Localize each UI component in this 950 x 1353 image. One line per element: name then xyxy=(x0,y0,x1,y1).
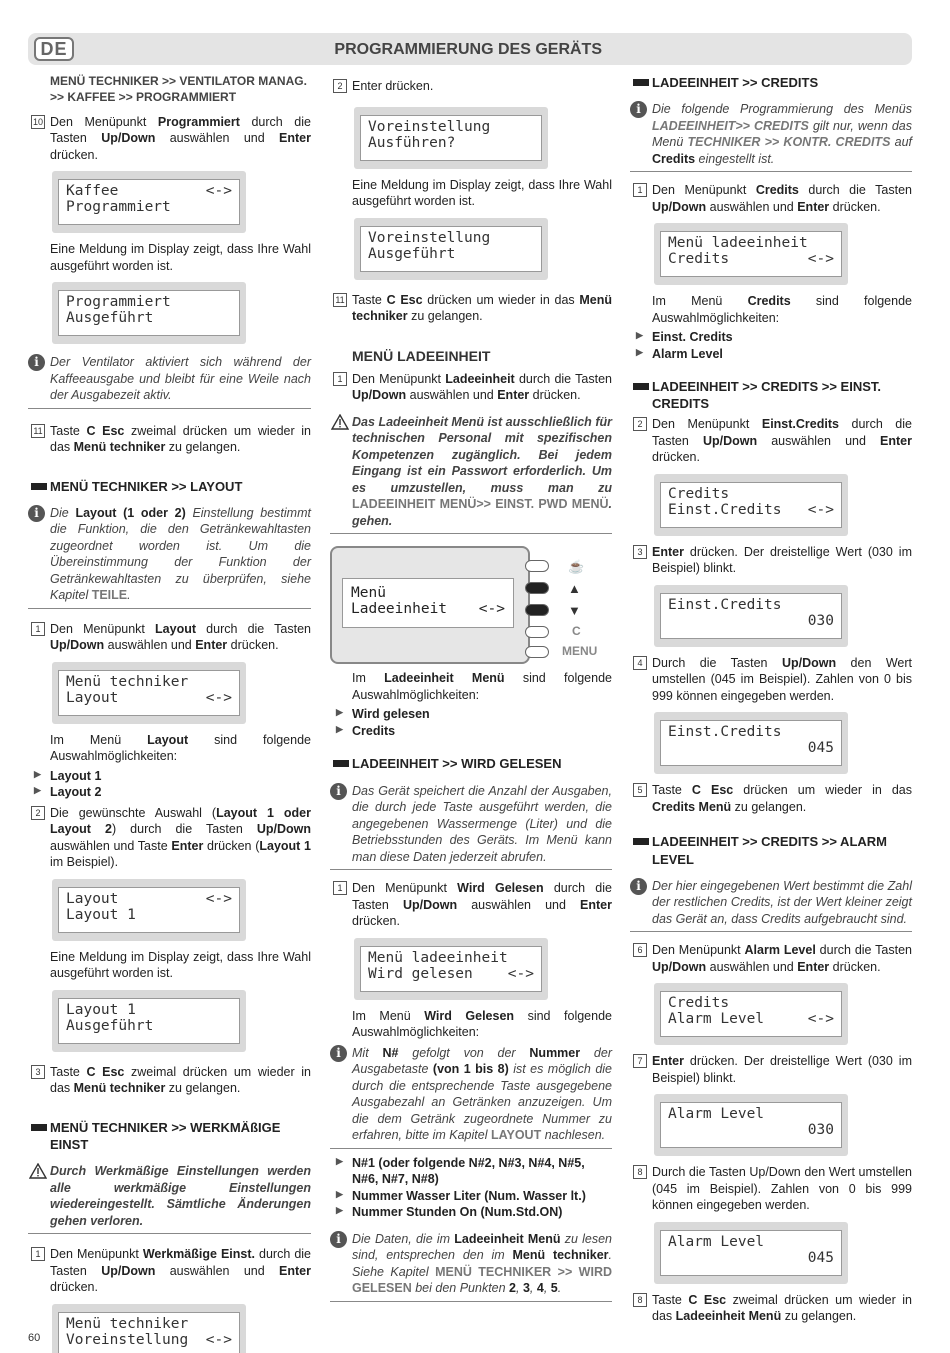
lcd-display: Menü techniker Voreinstellung <-> xyxy=(52,1304,246,1353)
lcd-display: Alarm Level 030 xyxy=(654,1094,848,1156)
message-text: Eine Meldung im Display zeigt, dass Ihre Wahl ausgeführt worden ist. xyxy=(352,177,612,208)
options-intro: Im Menü Layout sind folgende Auswahlmöglichkeiten: xyxy=(50,732,311,764)
step-4: 4 Durch die Tasten Up/Down den Wert umstellen (045 im Beispiel). Zahlen von 0 bis 999 können eingegeben werden. xyxy=(630,655,912,705)
c-label: C xyxy=(572,624,581,639)
cup-icon: ☕ xyxy=(568,559,585,575)
list-item: ▶ Wird gelesen xyxy=(330,706,612,723)
options-list xyxy=(28,768,311,801)
lcd-display: Voreinstellung Ausgeführt xyxy=(354,218,548,280)
info-icon: i xyxy=(630,878,647,895)
step-3: 3 Enter drücken. Der dreistellige Wert (030 im Beispiel) blinkt. xyxy=(630,544,912,577)
info-note: i Mit N# gefolgt von der Nummer der Ausgabetaste (von 1 bis 8) ist es möglich die durch die entsprechende Taste ausgegebene Ausgabezahl an Getränken anzuzeigen. Um die dem Getränk zugeordnete Nummer zu erfahren, bitte im Kapitel LAYOUT nachlesen. xyxy=(330,1045,612,1149)
machine-control-panel xyxy=(330,546,612,666)
lcd-display: Voreinstellung Ausführen? xyxy=(354,107,548,169)
up-arrow-icon: ▲ xyxy=(568,581,581,597)
info-note: i Der hier eingegebenen Wert bestimmt die Zahl der restlichen Credits, ist der Wert kleiner zeigt das Gerät an, dass Credits aufgebraucht sind. xyxy=(630,878,912,933)
column-2 xyxy=(330,72,612,1302)
options-intro: Im Menü Credits sind folgende Auswahlmöglichkeiten: xyxy=(652,294,912,325)
info-icon: i xyxy=(330,1045,347,1062)
section-heading: LADEEINHEIT >> CREDITS >> ALARM LEVEL xyxy=(630,833,912,867)
step-8: 8 Taste C Esc zweimal drücken um wieder in das Ladeeinheit Menü zu gelangen. xyxy=(630,1292,912,1325)
list-item: ▶ Nummer Stunden On (Num.Std.ON) xyxy=(330,1204,612,1221)
step-7: 7 Enter drücken. Der dreistellige Wert (030 im Beispiel) blinkt. xyxy=(630,1053,912,1086)
lcd-display: Einst.Credits 030 xyxy=(654,585,848,647)
step-10: 10 Den Menüpunkt Programmiert durch die Tasten Up/Down auswählen und Enter drücken. xyxy=(32,114,311,162)
down-button[interactable] xyxy=(525,604,549,616)
step-2: 2 Enter drücken. xyxy=(330,78,612,95)
message-text: Eine Meldung im Display zeigt, dass Ihre Wahl ausgeführt worden ist. xyxy=(50,242,311,273)
step-2: 2 Die gewünschte Auswahl (Layout 1 oder Layout 2) durch die Tasten Up/Down auswählen und Taste Enter drücken (Layout 1 im Beispiel). xyxy=(28,805,311,871)
list-item: ▶ Alarm Level xyxy=(630,346,912,363)
step-2: 2 Den Menüpunkt Einst.Credits durch die Tasten Up/Down auswählen und Enter drücken. xyxy=(630,416,912,466)
lcd-display: Menü ladeeinheit Credits <-> xyxy=(654,223,848,285)
step-number: 10 xyxy=(32,116,43,127)
section-heading: LADEEINHEIT >> CREDITS >> EINST. CREDITS xyxy=(630,378,912,412)
warning-triangle-icon xyxy=(29,1163,47,1179)
info-note: i Die folgende Programmierung des Menüs LADEEINHEIT>> CREDITS gilt nur, wenn das Menü TECHNIKER >> KONTR. CREDITS auf Credits eingestellt ist. xyxy=(630,101,912,172)
message-text: Eine Meldung im Display zeigt, dass Ihre Wahl ausgeführt worden ist. xyxy=(50,949,311,981)
panel-display: Menü Ladeeinheit <-> xyxy=(342,578,514,628)
lcd-display: Kaffee <-> Programmiert xyxy=(52,171,246,233)
lcd-display: Alarm Level 045 xyxy=(654,1222,848,1284)
list-item: ▶ Credits xyxy=(330,723,612,740)
lcd-display: Menü techniker Layout <-> xyxy=(52,662,246,724)
step-1: 1 Den Menüpunkt Werkmäßige Einst. durch die Tasten Up/Down auswählen und Enter drücken. xyxy=(28,1246,311,1296)
info-icon: i xyxy=(330,783,347,800)
lcd-display: Layout 1 Ausgeführt xyxy=(52,990,246,1052)
info-icon: i xyxy=(330,1231,347,1248)
step-3: 3 Taste C Esc zweimal drücken um wieder in das Menü techniker zu gelangen. xyxy=(28,1064,311,1097)
step-5: 5 Taste C Esc drücken um wieder in das Credits Menü zu gelangen. xyxy=(630,782,912,815)
menu-path: MENÜ TECHNIKER >> VENTILATOR MANAG. >> KAFFEE >> PROGRAMMIERT xyxy=(50,74,307,104)
info-note: i Die Daten, die im Ladeeinheit Menü zu lesen sind, entsprechen den im Menü techniker. Siehe Kapitel MENÜ TECHNIKER >> WIRD GELESEN bei den Punkten 2, 3, 4, 5. xyxy=(330,1231,612,1302)
options-intro: Im Menü Wird Gelesen sind folgende Auswahlmöglichkeiten: xyxy=(352,1008,612,1040)
up-button[interactable] xyxy=(525,582,549,594)
step-1: 1 Den Menüpunkt Wird Gelesen durch die Tasten Up/Down auswählen und Enter drücken. xyxy=(330,880,612,930)
panel-button[interactable] xyxy=(525,560,549,572)
info-icon: i xyxy=(28,354,45,371)
down-arrow-icon: ▼ xyxy=(568,603,581,619)
language-badge: DE xyxy=(34,37,74,61)
info-note: i Der Ventilator aktiviert sich während der Kaffeeausgabe und bleibt für eine Weile nach der Ausgabezeit aktiv. xyxy=(28,354,311,409)
panel-body xyxy=(330,546,530,664)
c-esc-button[interactable] xyxy=(525,626,549,638)
lcd-display: Credits Alarm Level <-> xyxy=(654,983,848,1045)
list-item: ▶ N#1 (oder folgende N#2, N#3, N#4, N#5, N#6, N#7, N#8) xyxy=(330,1155,612,1188)
section-heading: MENÜ TECHNIKER >> LAYOUT xyxy=(28,478,311,495)
step-11: 11 Taste C Esc drücken um wieder in das Menü techniker zu gelangen. xyxy=(330,292,612,325)
warning-note: Das Ladeeinheit Menü ist ausschließlich für technischen Personal mit spezifischen Kompetenzen zugänglich. Bei jedem Eingang ist ein Passwort erforderlich. Um es umzustellen, muss man zu LADEEINHEIT MENÜ>> EINST. PWD MENÜ. gehen. xyxy=(330,414,612,535)
list-item: ▶ Layout 2 xyxy=(28,784,311,801)
lcd-display: Menü ladeeinheit Wird gelesen <-> xyxy=(354,938,548,1000)
options-intro: Im Ladeeinheit Menü sind folgende Auswahlmöglichkeiten: xyxy=(352,671,612,702)
info-note: i Das Gerät speichert die Anzahl der Ausgaben, die durch jede Taste ausgeführt werden, die angegebenen Wassermenge (Liter) und die Betriebsstunden des Geräts. Im Menü kann man diese Daten jederzeit abrufen. xyxy=(330,783,612,871)
info-icon: i xyxy=(28,505,45,522)
section-title: MENÜ LADEEINHEIT xyxy=(352,347,491,364)
menu-button[interactable] xyxy=(525,646,549,658)
section-heading: LADEEINHEIT >> CREDITS xyxy=(630,74,912,91)
warning-triangle-icon xyxy=(331,414,349,430)
step-11: 11 Taste C Esc zweimal drücken um wieder in das Menü techniker zu gelangen. xyxy=(28,423,311,456)
column-3 xyxy=(630,72,912,1325)
lcd-display: Credits Einst.Credits <-> xyxy=(654,474,848,536)
section-heading: LADEEINHEIT >> WIRD GELESEN xyxy=(330,755,612,772)
menu-label: MENU xyxy=(562,644,598,659)
lcd-display: Layout <-> Layout 1 xyxy=(52,879,246,941)
step-1: 1 Den Menüpunkt Credits durch die Tasten Up/Down auswählen und Enter drücken. xyxy=(630,182,912,215)
section-heading: MENÜ TECHNIKER >> WERKMÄßIGE EINST xyxy=(28,1119,311,1153)
step-8: 8 Durch die Tasten Up/Down den Wert umstellen (045 im Beispiel). Zahlen von 0 bis 999 können eingegeben werden. xyxy=(630,1164,912,1214)
list-item: ▶ Layout 1 xyxy=(28,768,311,785)
warning-note: Durch Werkmäßige Einstellungen werden alle werkmäßige Einstellungen wiedereingestellt. Sämtliche Änderungen gehen verloren. xyxy=(28,1163,311,1234)
options-list xyxy=(630,329,912,362)
page-header xyxy=(28,33,912,65)
options-list xyxy=(330,706,612,739)
step-6: 6 Den Menüpunkt Alarm Level durch die Tasten Up/Down auswählen und Enter drücken. xyxy=(630,942,912,975)
column-1 xyxy=(28,72,311,1353)
list-item: ▶ Einst. Credits xyxy=(630,329,912,346)
page-title: PROGRAMMIERUNG DES GERÄTS xyxy=(334,41,602,58)
step-1: 1 Den Menüpunkt Layout durch die Tasten Up/Down auswählen und Enter drücken. xyxy=(28,621,311,654)
page-number: 60 xyxy=(28,1332,41,1344)
step-1: 1 Den Menüpunkt Ladeeinheit durch die Tasten Up/Down auswählen und Enter drücken. xyxy=(330,371,612,404)
info-note: i Die Layout (1 oder 2) Einstellung bestimmt die Funktion, die den Getränkewahltasten zugeordnet worden ist. Um die Übereinstimmung der Funktion der Getränkewahltasten zu überprüfen, siehe Kapitel TEILE. xyxy=(28,505,311,609)
lcd-display: Einst.Credits 045 xyxy=(654,712,848,774)
options-list xyxy=(330,1155,612,1221)
list-item: ▶ Nummer Wasser Liter (Num. Wasser lt.) xyxy=(330,1188,612,1205)
lcd-display: Programmiert Ausgeführt xyxy=(52,282,246,344)
info-icon: i xyxy=(630,101,647,118)
